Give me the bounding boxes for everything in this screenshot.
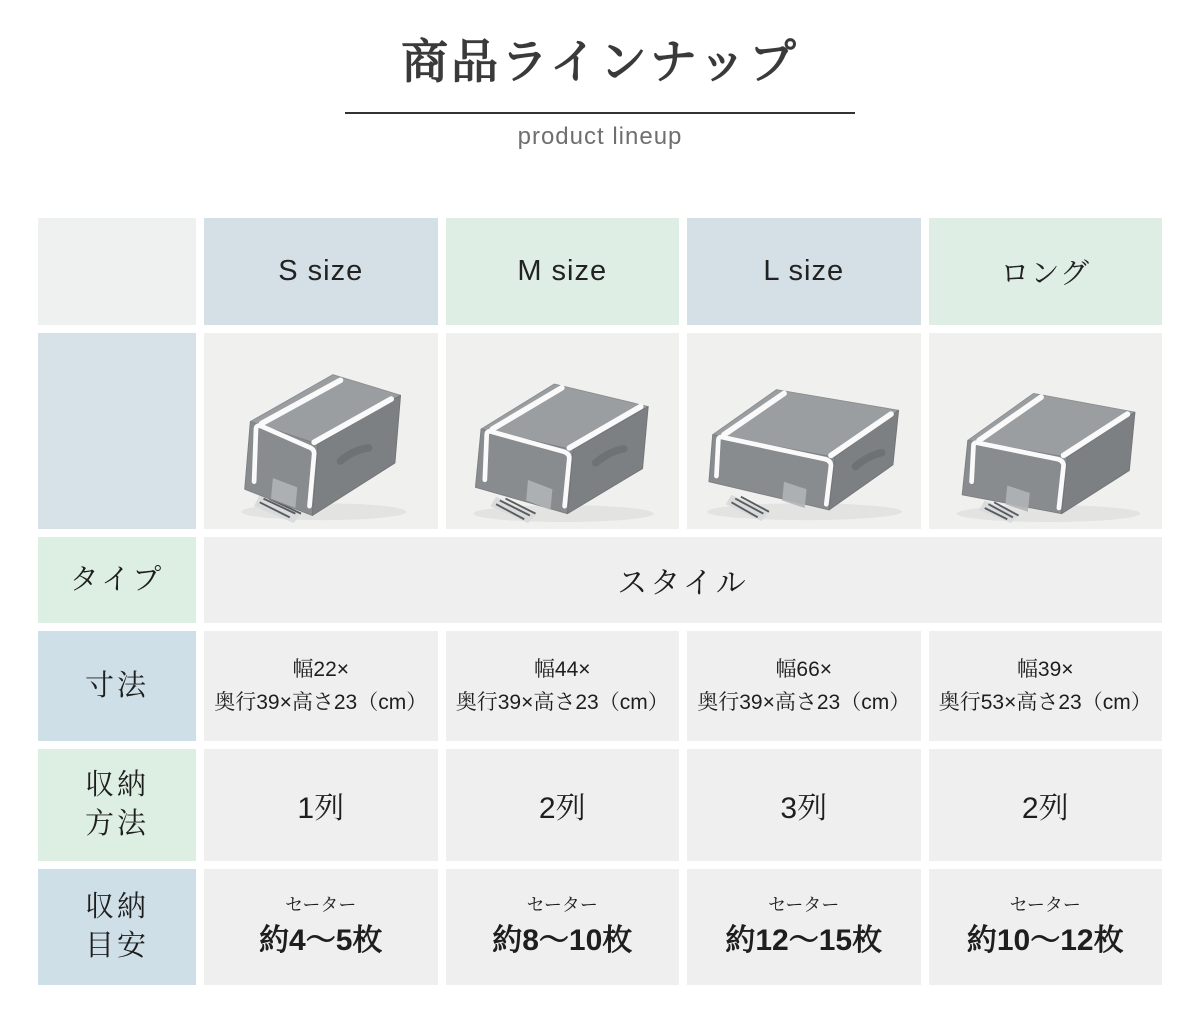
dimensions-l <box>687 631 921 741</box>
dimensions-line1: 幅66× <box>775 657 833 681</box>
capacity-s <box>204 869 438 985</box>
dimensions-line1: 幅22× <box>292 657 350 681</box>
product-image-s <box>204 333 438 529</box>
dimensions-m <box>446 631 680 741</box>
capacity-label-line2: 目安 <box>84 930 149 963</box>
dimensions-line2: 奥行39×高さ23（cm） <box>214 691 428 715</box>
capacity-label-line1: 収納 <box>84 891 149 924</box>
storage-method-s: 1列 <box>204 749 438 861</box>
dimensions-line2: 奥行39×高さ23（cm） <box>455 691 669 715</box>
gray-storage-bag-m-graphic <box>452 339 674 523</box>
capacity-value: 約4～5枚 <box>259 924 383 958</box>
capacity-m <box>446 869 680 985</box>
capacity-item: セーター <box>768 895 840 916</box>
capacity-l <box>687 869 921 985</box>
row-label-type: タイプ <box>38 537 196 623</box>
capacity-value: 約12～15枚 <box>725 924 883 958</box>
storage-method-long: 2列 <box>929 749 1163 861</box>
gray-storage-bag-s-graphic <box>210 339 432 523</box>
dimensions-long <box>929 631 1163 741</box>
dimensions-line2: 奥行53×高さ23（cm） <box>938 691 1152 715</box>
storage-method-label-line1: 収納 <box>84 769 149 802</box>
gray-storage-bag-l-graphic <box>693 339 915 523</box>
storage-method-m: 2列 <box>446 749 680 861</box>
type-value: スタイル <box>204 537 1162 623</box>
dimensions-line1: 幅39× <box>1016 657 1074 681</box>
title-block <box>0 0 1200 152</box>
column-header-long: ロング <box>929 218 1163 325</box>
column-header-s-size: S size <box>204 218 438 325</box>
row-label-storage-method <box>38 749 196 861</box>
product-image-long <box>929 333 1163 529</box>
dimensions-line2: 奥行39×高さ23（cm） <box>697 691 911 715</box>
capacity-item: セーター <box>1009 895 1081 916</box>
product-image-l <box>687 333 921 529</box>
column-header-l-size: L size <box>687 218 921 325</box>
row-label-dimensions: 寸法 <box>38 631 196 741</box>
dimensions-line1: 幅44× <box>533 657 591 681</box>
product-comparison-table <box>38 218 1162 985</box>
capacity-item: セーター <box>526 895 598 916</box>
page-subtitle: product lineup <box>517 123 683 151</box>
product-image-m <box>446 333 680 529</box>
title-divider <box>345 112 855 114</box>
capacity-item: セーター <box>285 895 357 916</box>
capacity-value: 約10～12枚 <box>966 924 1124 958</box>
capacity-long <box>929 869 1163 985</box>
column-header-m-size: M size <box>446 218 680 325</box>
storage-method-l: 3列 <box>687 749 921 861</box>
page-title: 商品ラインナップ <box>401 35 799 88</box>
dimensions-s <box>204 631 438 741</box>
capacity-value: 約8～10枚 <box>492 924 633 958</box>
image-row-label-cell <box>38 333 196 529</box>
gray-storage-bag-long-graphic <box>935 339 1157 523</box>
row-label-capacity <box>38 869 196 985</box>
corner-cell <box>38 218 196 325</box>
storage-method-label-line2: 方法 <box>84 808 149 841</box>
